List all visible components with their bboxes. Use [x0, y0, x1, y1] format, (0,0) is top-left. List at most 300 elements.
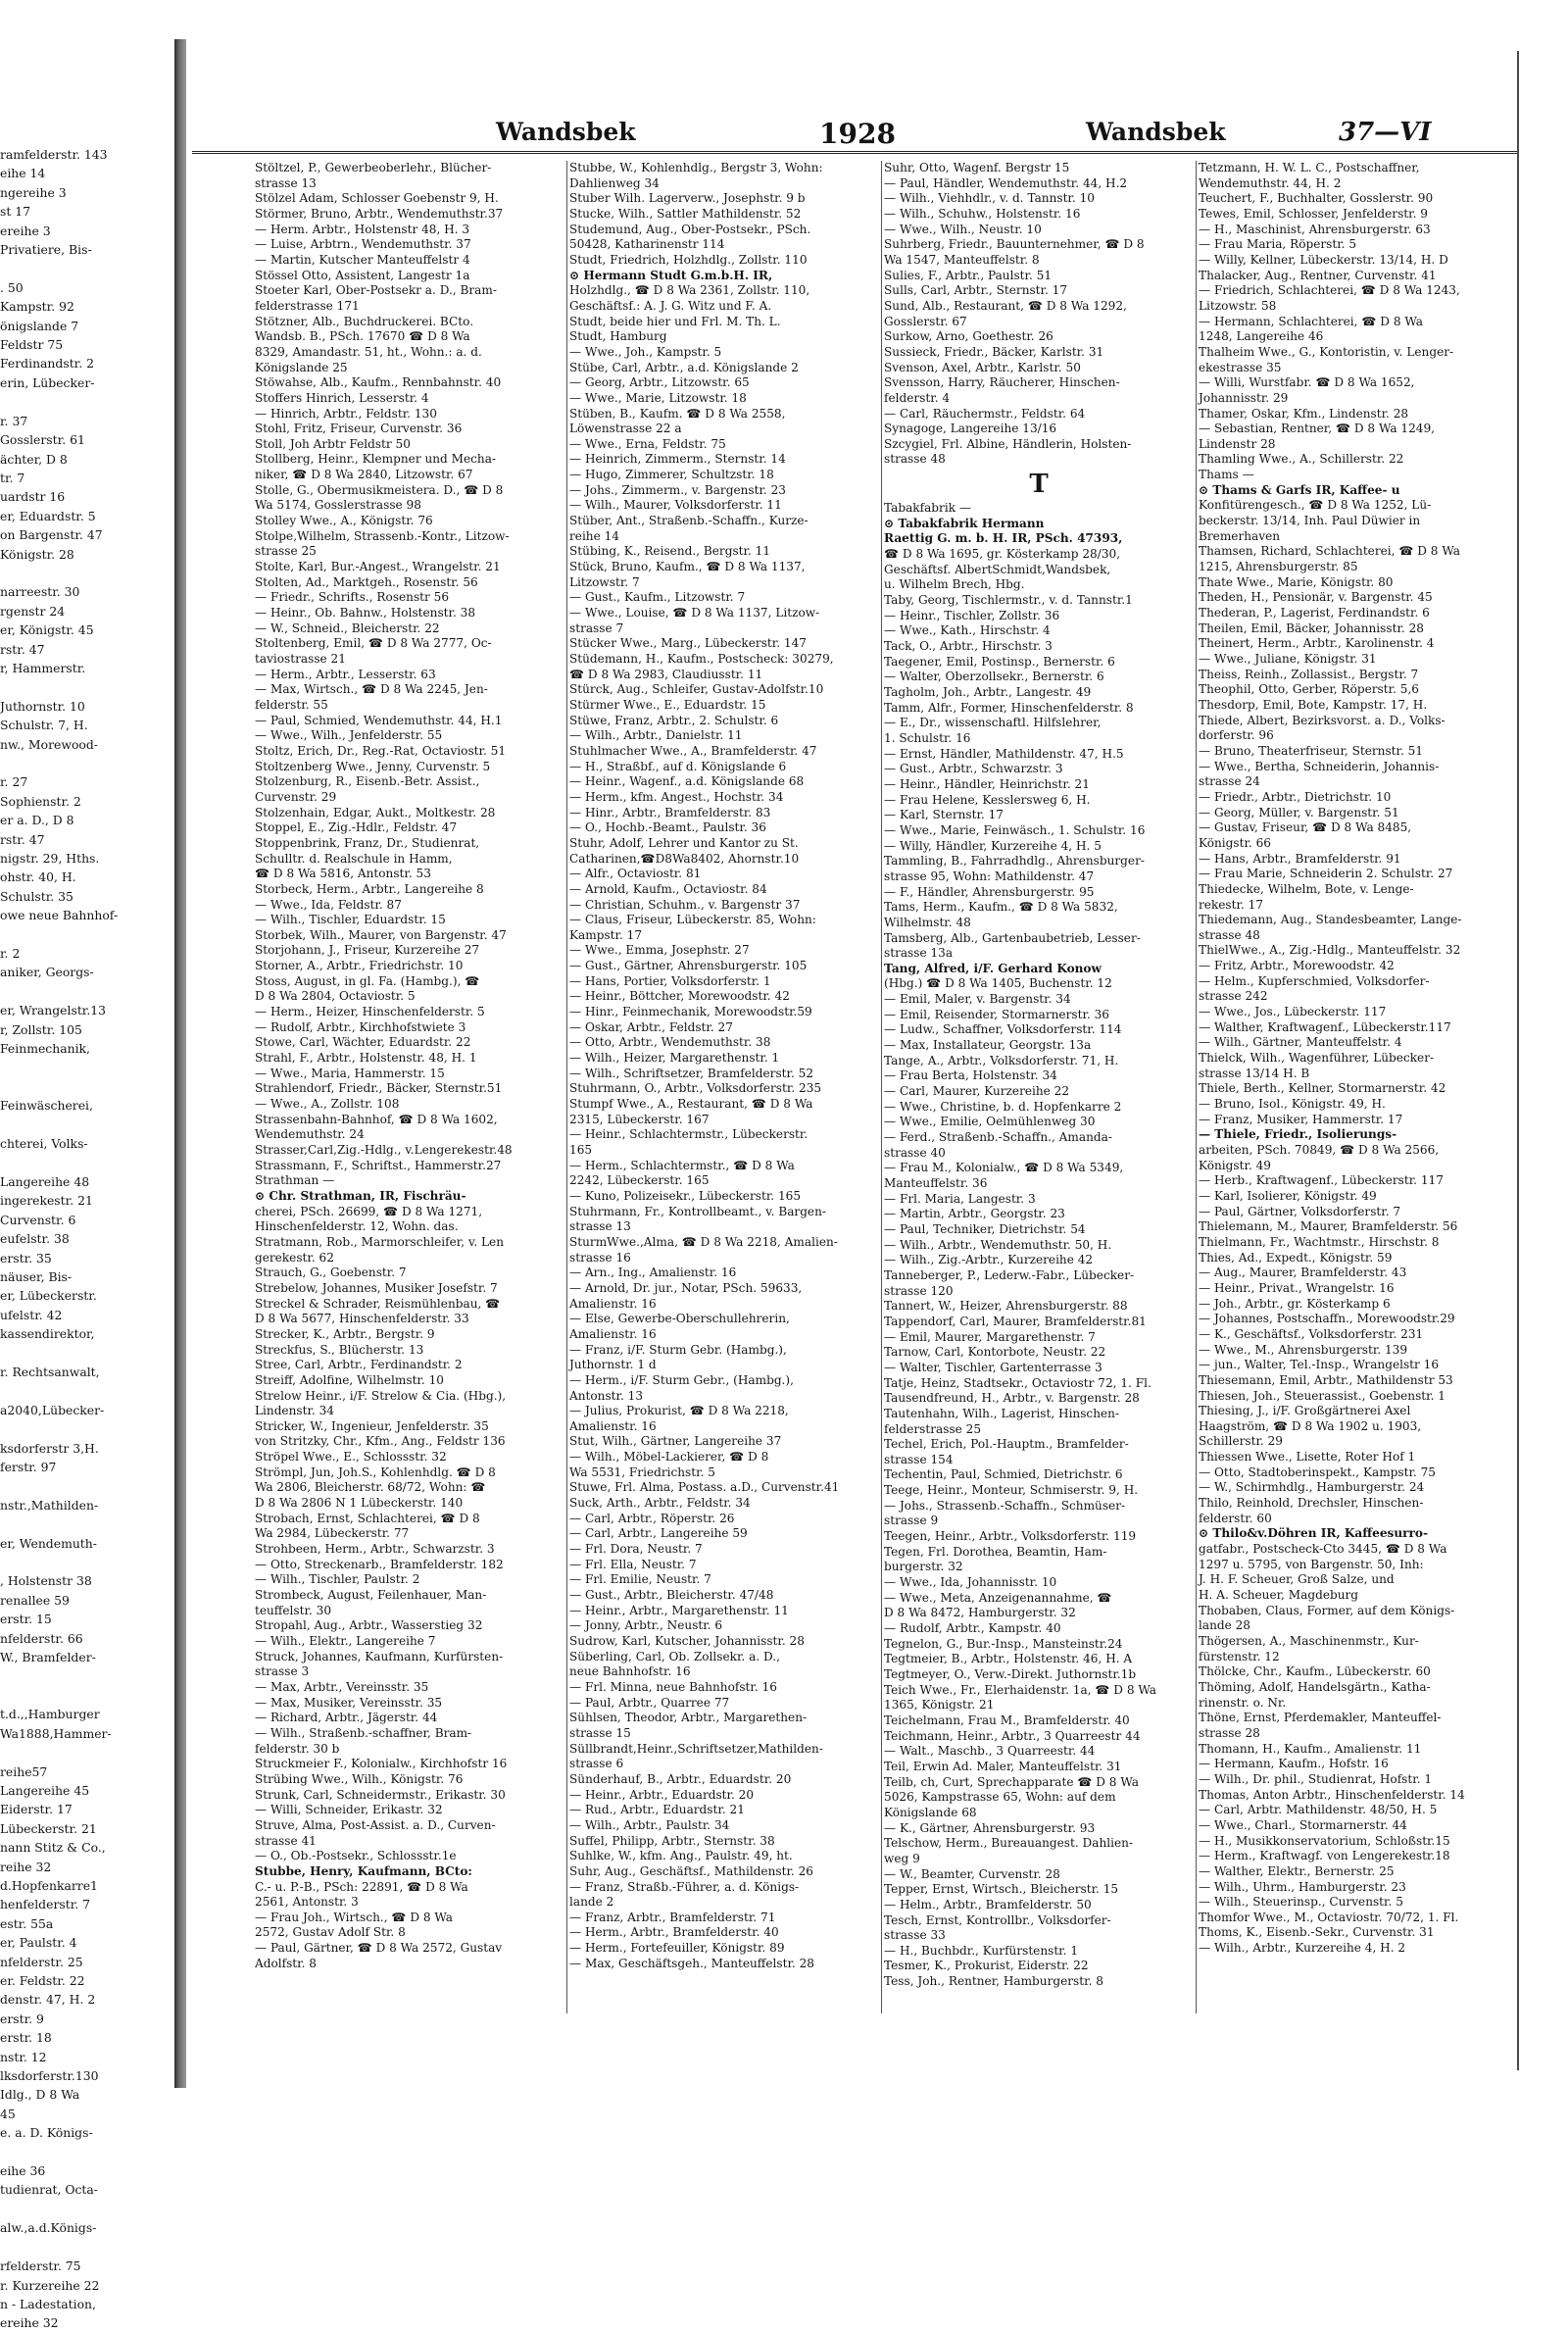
directory-entry: — Heinr., Wagenf., a.d. Königslande 68: [569, 774, 805, 789]
facing-page-line: Langereihe 45: [0, 1782, 90, 1798]
directory-entry: Tams, Herm., Kaufm., ☎ D 8 Wa 5832,: [884, 900, 1118, 915]
facing-page-line: nfelderstr. 25: [0, 1954, 83, 1969]
directory-entry: Stüber, Ant., Straßenb.-Schaffn., Kurze-: [569, 514, 808, 528]
facing-page-line: a2040,Lübecker-: [0, 1402, 105, 1417]
facing-page-line: [0, 1514, 171, 1533]
directory-entry: — K., Gärtner, Ahrensburgerstr. 93: [884, 1820, 1096, 1835]
directory-entry: Tarnow, Carl, Kontorbote, Neustr. 22: [884, 1345, 1106, 1360]
directory-entry: — W., Schneid., Bleicherstr. 22: [255, 620, 440, 635]
facing-page-line: Feinmechanik,: [0, 1041, 90, 1057]
directory-entry: D 8 Wa 2806 N 1 Lübeckerstr. 140: [255, 1496, 464, 1511]
facing-page-line: kassendirektor,: [0, 1326, 95, 1342]
directory-entry: Tammling, B., Fahrradhdlg., Ahrensburger-: [884, 854, 1145, 869]
directory-entry: — Heinr., Böttcher, Morewoodstr. 42: [569, 989, 790, 1004]
directory-entry: Thiedemann, Aug., Standesbeamter, Lange-: [1199, 913, 1462, 927]
directory-entry: — Max, Geschäftsgeh., Manteuffelstr. 28: [569, 1956, 814, 1970]
directory-entry: Teichmann, Heinr., Arbtr., 3 Quarreestr 44: [884, 1728, 1141, 1743]
facing-page-line: ferstr. 97: [0, 1460, 57, 1475]
facing-page-line: näuser, Bis-: [0, 1268, 73, 1284]
directory-entry: — Paul, Schmied, Wendemuthstr. 44, H.1: [255, 713, 503, 727]
directory-entry: Theilen, Emil, Bäcker, Johannisstr. 28: [1199, 620, 1424, 635]
facing-page-line: Schulstr. 35: [0, 888, 74, 904]
facing-page-line: er a. D., D 8: [0, 813, 74, 828]
directory-entry: — Max, Musiker, Vereinsstr. 35: [255, 1695, 443, 1710]
facing-page-line: [0, 1743, 171, 1762]
directory-entry: — Rudolf, Arbtr., Kirchhofstwiete 3: [255, 1019, 466, 1034]
directory-entry: C.- u. P.-B., PSch: 22891, ☎ D 8 Wa: [255, 1879, 468, 1894]
facing-page-line: alw.,a.d.Königs-: [0, 2220, 97, 2236]
directory-entry: strasse 120: [884, 1283, 954, 1298]
facing-page-line: er, Lübeckerstr.: [0, 1288, 97, 1304]
directory-entry: — Willy, Händler, Kurzereihe 4, H. 5: [884, 838, 1102, 853]
directory-entry: Haagström, ☎ D 8 Wa 1902 u. 1903,: [1199, 1418, 1422, 1433]
directory-entry: — Heinrich, Zimmerm., Sternstr. 14: [569, 452, 786, 467]
directory-entry: — Wilh., Dr. phil., Studienrat, Hofstr. 1: [1199, 1771, 1433, 1786]
directory-entry: — Max, Wirtsch., ☎ D 8 Wa 2245, Jen-: [255, 682, 488, 697]
directory-entry: Wa 1547, Manteuffelstr. 8: [884, 252, 1040, 267]
facing-page-line: estr. 55a: [0, 1915, 54, 1931]
running-header: [192, 110, 1517, 154]
facing-page-line: Königstr. 28: [0, 546, 74, 562]
directory-entry: — Carl, Räuchermstr., Feldstr. 64: [884, 406, 1086, 421]
directory-entry: ⊙ Thams & Garfs IR, Kaffee- u: [1199, 482, 1400, 497]
facing-page-line: nigstr. 29, Hths.: [0, 851, 100, 867]
directory-entry: rinenstr. o. Nr.: [1199, 1695, 1287, 1710]
directory-entry: ☎ D 8 Wa 1695, gr. Kösterkamp 28/30,: [884, 547, 1121, 562]
directory-entry: Tappendorf, Carl, Maurer, Bramfelderstr.81: [884, 1314, 1147, 1328]
directory-entry: Wendemuthstr. 44, H. 2: [1199, 175, 1342, 190]
facing-page-line: [0, 1686, 171, 1705]
directory-entry: Synagoge, Langereihe 13/16: [884, 422, 1057, 436]
directory-entry: Tange, A., Arbtr., Volksdorferstr. 71, H.: [884, 1053, 1119, 1067]
facing-page-line: [0, 2238, 171, 2257]
directory-entry: rekestr. 17: [1199, 897, 1264, 912]
directory-entry: Taby, Georg, Tischlermstr., v. d. Tannstr.1: [884, 593, 1133, 608]
directory-entry: — Martin, Arbtr., Georgstr. 23: [884, 1207, 1065, 1221]
directory-entry: — Otto, Stadtoberinspekt., Kampstr. 75: [1199, 1464, 1436, 1479]
directory-entry: — Walther, Kraftwagenf., Lübeckerstr.117: [1199, 1019, 1451, 1034]
directory-entry: — Paul, Techniker, Dietrichstr. 54: [884, 1221, 1086, 1236]
directory-entry: Teich Wwe., Fr., Elerhaidenstr. 1a, ☎ D 8 Wa: [884, 1682, 1156, 1697]
directory-entry: Tagholm, Joh., Arbtr., Langestr. 49: [884, 685, 1092, 699]
facing-page-line: n - Ladestation,: [0, 2296, 96, 2311]
facing-page-line: eihe 36: [0, 2163, 46, 2179]
directory-entry: Studt, Hamburg: [569, 329, 667, 344]
directory-entry: D 8 Wa 5677, Hinschenfelderstr. 33: [255, 1312, 469, 1326]
directory-entry: — Rudolf, Arbtr., Kampstr. 40: [884, 1621, 1061, 1636]
directory-entry: — Julius, Prokurist, ☎ D 8 Wa 2218,: [569, 1404, 789, 1418]
directory-entry: 2315, Lübeckerstr. 167: [569, 1112, 710, 1126]
directory-entry: D 8 Wa 2804, Octaviostr. 5: [255, 989, 416, 1004]
facing-page-line: Feldstr 75: [0, 337, 64, 353]
directory-entry: — Wilh., Uhrm., Hamburgerstr. 23: [1199, 1879, 1406, 1894]
facing-page-line: ngereihe 3: [0, 184, 67, 200]
facing-page-line: aniker, Georgs-: [0, 965, 94, 980]
directory-entry: — Otto, Arbtr., Wendemuthstr. 38: [569, 1035, 771, 1050]
directory-entry: Thiesemann, Emil, Arbtr., Mathildenstr 53: [1199, 1372, 1453, 1387]
directory-entry: — Wilh., Schuhw., Holstenstr. 16: [884, 206, 1081, 221]
facing-page-line: Kampstr. 92: [0, 299, 74, 315]
directory-entry: Tamsberg, Alb., Gartenbaubetrieb, Lesser-: [884, 930, 1141, 945]
directory-entry: — W., Beamter, Curvenstr. 28: [884, 1866, 1060, 1881]
directory-entry: — Paul, Arbtr., Quarree 77: [569, 1695, 730, 1710]
directory-entry: 5026, Kampstrasse 65, Wohn: auf dem: [884, 1790, 1116, 1805]
directory-entry: — Herm., i/F. Sturm Gebr., (Hambg.),: [569, 1372, 794, 1387]
directory-entry: Thiesen, Joh., Steuerassist., Goebenstr. 1: [1199, 1388, 1446, 1403]
directory-entry: — Frl. Emilie, Neustr. 7: [569, 1572, 711, 1587]
directory-entry: — Else, Gewerbe-Oberschullehrerin,: [569, 1312, 790, 1326]
directory-entry: Tetzmann, H. W. L. C., Postschaffner,: [1199, 161, 1420, 174]
directory-entry: — H., Musikkonservatorium, Schloßstr.15: [1199, 1833, 1450, 1848]
directory-entry: Strömpl, Jun, Joh.S., Kohlenhdlg. ☎ D 8: [255, 1464, 496, 1479]
directory-entry: — Herm., Schlachtermstr., ☎ D 8 Wa: [569, 1158, 795, 1172]
directory-entry: Sudrow, Karl, Kutscher, Johannisstr. 28: [569, 1634, 805, 1648]
directory-entry: Catharinen,☎D8Wa8402, Ahornstr.10: [569, 851, 800, 866]
directory-entry: Stoltz, Erich, Dr., Reg.-Rat, Octaviostr. 51: [255, 743, 507, 758]
directory-entry: gerekestr. 62: [255, 1250, 334, 1265]
facing-page-line: [0, 1077, 171, 1096]
directory-entry: dorferstr. 96: [1199, 728, 1274, 743]
directory-entry: — Carl, Arbtr. Mathildenstr. 48/50, H. 5: [1199, 1803, 1438, 1817]
facing-page-line: er, Königstr. 45: [0, 622, 94, 638]
directory-entry: Schulltr. d. Realschule in Hamm,: [255, 851, 453, 866]
facing-page-line: on Bargenstr. 47: [0, 527, 103, 543]
facing-page-line: Sophienstr. 2: [0, 793, 81, 809]
directory-entry: Teegen, Heinr., Arbtr., Volksdorferstr. 119: [884, 1529, 1137, 1544]
directory-column-3: [882, 161, 1197, 2013]
directory-entry: Stüdemann, H., Kaufm., Postscheck: 30279,: [569, 652, 834, 666]
directory-entry: felderstr. 30 b: [255, 1741, 340, 1756]
directory-entry: — Oskar, Arbtr., Feldstr. 27: [569, 1019, 733, 1034]
directory-entry: — Herm., Heizer, Hinschenfelderstr. 5: [255, 1005, 485, 1019]
header-left-place: Wandsbek: [496, 118, 636, 146]
directory-entry: — Gust., Gärtner, Ahrensburgerstr. 105: [569, 959, 808, 973]
directory-entry: Wa 5174, Gosslerstrasse 98: [255, 498, 421, 513]
directory-entry: Thamer, Oskar, Kfm., Lindenstr. 28: [1199, 406, 1409, 421]
directory-entry: Stolley Wwe., A., Königstr. 76: [255, 514, 433, 528]
directory-entry: — Karl, Sternstr. 17: [884, 808, 1004, 822]
directory-entry: — Heinr., Privat., Wrangelstr. 16: [1199, 1280, 1395, 1295]
directory-entry: Thöne, Ernst, Pferdemakler, Manteuffel-: [1199, 1711, 1442, 1725]
facing-page-line: er, Wendemuth-: [0, 1535, 97, 1551]
directory-entry: — Claus, Friseur, Lübeckerstr. 85, Wohn:: [569, 913, 816, 927]
facing-page-line: [0, 1344, 171, 1363]
directory-entry: Wilhelmstr. 48: [884, 915, 971, 929]
directory-entry: — Heinr., Ob. Bahnw., Holstenstr. 38: [255, 606, 476, 620]
directory-entry: — Alfr., Octaviostr. 81: [569, 867, 702, 881]
directory-entry: — Wwe., Meta, Anzeigenannahme, ☎: [884, 1590, 1112, 1605]
directory-entry: Tack, O., Arbtr., Hirschstr. 3: [884, 639, 1053, 654]
directory-entry: Struve, Alma, Post-Assist. a. D., Curven-: [255, 1817, 496, 1832]
directory-entry: Strebelow, Johannes, Musiker Josefstr. 7: [255, 1280, 498, 1295]
directory-entry: — Georg, Arbtr., Litzowstr. 65: [569, 375, 750, 390]
directory-entry: Strübing Wwe., Wilh., Königstr. 76: [255, 1771, 464, 1786]
directory-entry: Tegen, Frl. Dorothea, Beamtin, Ham-: [884, 1544, 1107, 1559]
facing-page-line: r. 2: [0, 946, 21, 962]
directory-entry: — Karl, Isolierer, Königstr. 49: [1199, 1188, 1377, 1203]
directory-entry: Strobach, Ernst, Schlachterei, ☎ D 8: [255, 1511, 480, 1525]
directory-entry: Svenson, Axel, Arbtr., Karlstr. 50: [884, 360, 1081, 374]
directory-entry: Amalienstr. 16: [569, 1296, 657, 1311]
directory-entry: — Walther, Elektr., Bernerstr. 25: [1199, 1863, 1395, 1878]
facing-page-line: chterei, Volks-: [0, 1136, 88, 1152]
directory-entry: Königstr. 49: [1199, 1158, 1271, 1172]
directory-entry: Thies, Ad., Expedt., Königstr. 59: [1199, 1250, 1393, 1265]
directory-column-2: [567, 161, 882, 2013]
directory-entry: Stübing, K., Reisend., Bergstr. 11: [569, 544, 771, 559]
directory-entry: — Willi, Schneider, Erikastr. 32: [255, 1803, 443, 1817]
directory-entry: strasse 3: [255, 1664, 310, 1679]
directory-entry: Teege, Heinr., Monteur, Schmiserstr. 9, H.: [884, 1483, 1139, 1498]
directory-entry: — Johs., Zimmerm., v. Bargenstr. 23: [569, 482, 786, 497]
directory-entry: felderstrasse 25: [884, 1421, 982, 1436]
directory-entry: strasse 13/14 H. B: [1199, 1066, 1310, 1080]
directory-entry: — Aug., Maurer, Bramfelderstr. 43: [1199, 1266, 1407, 1280]
directory-entry: Strecker, K., Arbtr., Bergstr. 9: [255, 1326, 435, 1341]
directory-entry: Stoeter Karl, Ober-Postsekr a. D., Bram-: [255, 283, 497, 298]
facing-page-line: lksdorferstr.130: [0, 2068, 99, 2084]
directory-entry: — Herb., Kraftwagenf., Lübeckerstr. 117: [1199, 1173, 1444, 1188]
facing-page-line: ereihe 32: [0, 2315, 59, 2331]
directory-entry: 165: [569, 1143, 593, 1157]
directory-entry: — Walter, Oberzollsekr., Bernerstr. 6: [884, 670, 1104, 684]
directory-entry: strasse 40: [884, 1145, 946, 1160]
directory-entry: Thederan, P., Lagerist, Ferdinandstr. 6: [1199, 606, 1430, 620]
directory-entry: strasse 24: [1199, 774, 1260, 789]
directory-entry: Thate Wwe., Marie, Königstr. 80: [1199, 574, 1394, 589]
directory-entry: — Walter, Tischler, Gartenterrasse 3: [884, 1360, 1102, 1374]
directory-entry: Stropahl, Aug., Arbtr., Wasserstieg 32: [255, 1618, 483, 1633]
directory-entry: ⊙ Hermann Studt G.m.b.H. IR,: [569, 268, 773, 282]
directory-entry: Stüben, B., Kaufm. ☎ D 8 Wa 2558,: [569, 406, 786, 421]
directory-entry: teuffelstr. 30: [255, 1603, 332, 1617]
directory-entry: Teuchert, F., Buchhalter, Gosslerstr. 90: [1199, 191, 1434, 206]
directory-entry: — Franz, i/F. Sturm Gebr. (Hambg.),: [569, 1342, 787, 1357]
directory-entry: — Helm., Arbtr., Bramfelderstr. 50: [884, 1897, 1092, 1911]
directory-entry: arbeiten, PSch. 70849, ☎ D 8 Wa 2566,: [1199, 1143, 1440, 1157]
facing-page-line: r, Hammerstr.: [0, 660, 86, 675]
directory-entry: Stolzenburg, R., Eisenb.-Betr. Assist.,: [255, 774, 480, 789]
directory-entry: — Wwe., M., Ahrensburgerstr. 139: [1199, 1342, 1408, 1357]
directory-entry: Stüwe, Franz, Arbtr., 2. Schulstr. 6: [569, 713, 779, 727]
directory-entry: — Wwe., Maria, Hammerstr. 15: [255, 1066, 445, 1080]
directory-entry: ⊙ Tabakfabrik Hermann: [884, 516, 1045, 530]
directory-entry: — Hugo, Zimmerer, Schultzstr. 18: [569, 468, 774, 482]
directory-entry: Stürck, Aug., Schleifer, Gustav-Adolfstr.10: [569, 682, 824, 697]
facing-page-line: rfelderstr. 75: [0, 2259, 81, 2274]
directory-entry: Sussieck, Friedr., Bäcker, Karlstr. 31: [884, 344, 1104, 359]
facing-page-line: [0, 1154, 171, 1172]
facing-page-line: tr. 7: [0, 470, 25, 485]
directory-entry: Strasser,Carl,Zig.-Hdlg., v.Lengerekestr.48: [255, 1143, 513, 1157]
directory-entry: Surkow, Arno, Goethestr. 26: [884, 329, 1054, 344]
directory-entry: Theinert, Herm., Arbtr., Karolinenstr. 4: [1199, 636, 1435, 651]
directory-entry: neue Bahnhofstr. 16: [569, 1664, 691, 1679]
directory-entry: Stoltzenberg Wwe., Jenny, Curvenstr. 5: [255, 759, 491, 773]
directory-entry: — Christian, Schuhm., v. Bargenstr 37: [569, 897, 801, 912]
directory-entry: Konfitürengesch., ☎ D 8 Wa 1252, Lü-: [1199, 498, 1432, 513]
directory-entry: Stuhrmann, O., Arbtr., Volksdorferstr. 235: [569, 1081, 822, 1096]
directory-entry: Struck, Johannes, Kaufmann, Kurfürsten-: [255, 1649, 504, 1663]
directory-entry: — Hinrich, Arbtr., Feldstr. 130: [255, 406, 437, 421]
facing-page-line: r. 27: [0, 774, 28, 790]
directory-entry: — Wilh., Zig.-Arbtr., Kurzereihe 42: [884, 1253, 1094, 1267]
facing-page-line: reihe57: [0, 1763, 48, 1779]
facing-page-line: ksdorferstr 3,H.: [0, 1440, 99, 1456]
directory-entry: — Wilh., Arbtr., Paulstr. 34: [569, 1817, 730, 1832]
directory-entry: — Bruno, Isol., Königstr. 49, H.: [1199, 1097, 1386, 1112]
facing-page-line: [0, 2200, 171, 2218]
directory-entry: gatfabr., Postscheck-Cto 3445, ☎ D 8 Wa: [1199, 1542, 1447, 1557]
facing-page-line: Ferdinandstr. 2: [0, 356, 95, 372]
directory-entry: Stoppel, E., Zig.-Hdlr., Feldstr. 47: [255, 820, 458, 835]
directory-entry: Strelow Heinr., i/F. Strelow & Cia. (Hbg.),: [255, 1388, 507, 1403]
directory-entry: — Emil, Maurer, Margarethenstr. 7: [884, 1329, 1096, 1344]
section-letter: T: [1029, 470, 1049, 500]
directory-entry: cherei, PSch. 26699, ☎ D 8 Wa 1271,: [255, 1204, 483, 1218]
facing-page-line: [0, 1419, 171, 1438]
directory-entry: 2561, Antonstr. 3: [255, 1895, 359, 1910]
directory-entry: Holzhdlg., ☎ D 8 Wa 2361, Zollstr. 110,: [569, 283, 810, 298]
facing-page-line: . 50: [0, 279, 24, 295]
directory-entry: Thamling Wwe., A., Schillerstr. 22: [1199, 452, 1404, 467]
directory-entry: Struckmeier F., Kolonialw., Kirchhofstr 16: [255, 1757, 508, 1771]
directory-entry: Litzowstr. 7: [569, 574, 640, 589]
facing-page-line: Lübeckerstr. 21: [0, 1820, 97, 1836]
directory-entry: — Wwe., Marie, Feinwäsch., 1. Schulstr. 16: [884, 822, 1146, 837]
directory-entry: Thiedecke, Wilhelm, Bote, v. Lenge-: [1199, 881, 1414, 896]
directory-entry: Tess, Joh., Rentner, Hamburgerstr. 8: [884, 1974, 1103, 1989]
directory-entry: Tang, Alfred, i/F. Gerhard Konow: [884, 961, 1102, 975]
directory-entry: Strunk, Carl, Schneidermstr., Erikastr. 30: [255, 1787, 506, 1802]
directory-entry: Stöwahse, Alb., Kaufm., Rennbahnstr. 40: [255, 375, 502, 390]
facing-page-line: Privatiere, Bis-: [0, 242, 92, 258]
directory-entry: lande 28: [1199, 1618, 1250, 1633]
directory-entry: strasse 16: [569, 1250, 631, 1265]
directory-entry: Suhr, Aug., Geschäftsf., Mathildenstr. 26: [569, 1863, 813, 1878]
directory-entry: — Hermann, Kaufm., Hofstr. 16: [1199, 1757, 1389, 1771]
directory-entry: Techentin, Paul, Schmied, Dietrichstr. 6: [884, 1467, 1123, 1482]
directory-entry: Tamm, Alfr., Former, Hinschenfelderstr. 8: [884, 700, 1134, 715]
directory-entry: 2572, Gustav Adolf Str. 8: [255, 1925, 406, 1940]
directory-entry: Stuhrmann, Fr., Kontrollbeamt., v. Bargen-: [569, 1204, 826, 1218]
directory-entry: Raettig G. m. b. H. IR, PSch. 47393,: [884, 531, 1123, 546]
directory-entry: Tewes, Emil, Schlosser, Jenfelderstr. 9: [1199, 206, 1428, 221]
directory-entry: Antonstr. 13: [569, 1388, 644, 1403]
directory-entry: Thielmann, Fr., Wachtmstr., Hirschstr. 8: [1199, 1234, 1440, 1249]
directory-entry: — Herm., Fortefeuiller, Königstr. 89: [569, 1941, 785, 1956]
directory-entry: — Emil, Reisender, Stormarnerstr. 36: [884, 1007, 1109, 1021]
facing-page-line: nstr. 12: [0, 2049, 47, 2064]
facing-page-line: reihe 32: [0, 1859, 52, 1874]
directory-entry: Stuhlmacher Wwe., A., Bramfelderstr. 47: [569, 743, 817, 758]
directory-entry: Königslande 25: [255, 360, 348, 374]
facing-page-line: eihe 14: [0, 166, 46, 181]
directory-entry: fürstenstr. 12: [1199, 1649, 1280, 1663]
directory-entry: Juthornstr. 1 d: [569, 1358, 657, 1372]
directory-entry: — Willi, Wurstfabr. ☎ D 8 Wa 1652,: [1199, 375, 1415, 390]
directory-entry: Studt, beide hier und Frl. M. Th. L.: [569, 314, 781, 328]
directory-entry: — Johs., Strassenb.-Schaffn., Schmüser-: [884, 1498, 1126, 1513]
directory-entry: — Wwe., Joh., Kampstr. 5: [569, 344, 722, 359]
directory-entry: Stoppenbrink, Franz, Dr., Studienrat,: [255, 835, 480, 850]
directory-entry: — Otto, Streckenarb., Bramfelderstr. 182: [255, 1557, 504, 1571]
directory-entry: Gosslerstr. 67: [884, 314, 967, 328]
directory-entry: Thiede, Albert, Bezirksvorst. a. D., Volks-: [1199, 713, 1446, 727]
directory-entry: strasse 242: [1199, 989, 1268, 1004]
directory-entry: — Max, Installateur, Georgstr. 13a: [884, 1038, 1092, 1053]
directory-entry: — Max, Arbtr., Vereinsstr. 35: [255, 1679, 429, 1694]
directory-entry: strasse 13: [255, 175, 317, 190]
facing-page-line: henfelderstr. 7: [0, 1897, 91, 1912]
directory-entry: Stubbe, Henry, Kaufmann, BCto:: [255, 1863, 472, 1878]
directory-entry: — Hans, Arbtr., Bramfelderstr. 91: [1199, 851, 1401, 866]
directory-entry: — Hermann, Schlachterei, ☎ D 8 Wa: [1199, 314, 1423, 328]
facing-page-line: ufelstr. 42: [0, 1307, 63, 1322]
directory-entry: strasse 48: [884, 452, 946, 467]
directory-entry: Strahl, F., Arbtr., Holstenstr. 48, H. 1: [255, 1051, 477, 1066]
directory-entry: — Ferd., Straßenb.-Schaffn., Amanda-: [884, 1130, 1112, 1145]
directory-entry: — Ernst, Händler, Mathildenstr. 47, H.5: [884, 746, 1124, 761]
directory-entry: — E., Dr., wissenschaftl. Hilfslehrer,: [884, 716, 1102, 730]
directory-entry: — Georg, Müller, v. Bargenstr. 51: [1199, 805, 1399, 819]
facing-page-line: önigslande 7: [0, 318, 79, 333]
facing-page-line: erstr. 18: [0, 2030, 52, 2046]
directory-entry: Kampstr. 17: [569, 927, 643, 942]
directory-entry: Svensson, Harry, Räucherer, Hinschen-: [884, 375, 1120, 390]
facing-page-line: [0, 392, 171, 411]
directory-entry: — Wwe., Ida, Johannisstr. 10: [884, 1575, 1057, 1590]
directory-entry: Stumpf Wwe., A., Restaurant, ☎ D 8 Wa: [569, 1097, 813, 1112]
directory-entry: Telschow, Herm., Bureauangest. Dahlien-: [884, 1836, 1134, 1851]
facing-page-line: ereihe 3: [0, 223, 51, 238]
directory-entry: — Carl, Arbtr., Langereihe 59: [569, 1526, 748, 1541]
directory-entry: — Sebastian, Rentner, ☎ D 8 Wa 1249,: [1199, 422, 1435, 436]
directory-entry: D 8 Wa 8472, Hamburgerstr. 32: [884, 1606, 1076, 1620]
directory-entry: Thalacker, Aug., Rentner, Curvenstr. 41: [1199, 268, 1437, 282]
directory-entry: Tepper, Ernst, Wirtsch., Bleicherstr. 15: [884, 1882, 1119, 1897]
facing-page-line: Gosslerstr. 61: [0, 432, 85, 448]
directory-entry: — Helm., Kupferschmied, Volksdorfer-: [1199, 973, 1430, 988]
directory-entry: Suffel, Philipp, Arbtr., Sternstr. 38: [569, 1833, 775, 1848]
directory-entry: — Gustav, Friseur, ☎ D 8 Wa 8485,: [1199, 820, 1412, 835]
directory-entry: Stössel Otto, Assistent, Langestr 1a: [255, 268, 470, 282]
book-gutter: [174, 39, 186, 2088]
directory-entry: Thöming, Adolf, Handelsgärtn., Katha-: [1199, 1679, 1431, 1694]
directory-entry: ⊙ Chr. Strathman, IR, Fischräu-: [255, 1188, 466, 1203]
facing-page-line: [0, 259, 171, 277]
facing-page-line: eufelstr. 38: [0, 1231, 70, 1247]
directory-entry: strasse 13a: [884, 946, 954, 961]
directory-entry: — Gust., Arbtr., Schwarzstr. 3: [884, 762, 1063, 776]
directory-entry: — Emil, Maler, v. Bargenstr. 34: [884, 992, 1071, 1007]
directory-entry: — Rud., Arbtr., Eduardstr. 21: [569, 1803, 745, 1817]
directory-entry: Strathman —: [255, 1173, 335, 1188]
directory-entry: — Paul, Händler, Wendemuthstr. 44, H.2: [884, 175, 1128, 190]
facing-page-line: erstr. 9: [0, 2010, 44, 2026]
directory-entry: — Frau Maria, Röperstr. 5: [1199, 237, 1357, 252]
directory-entry: — Wilh., Elektr., Langereihe 7: [255, 1634, 436, 1648]
directory-entry: — Wilh., Straßenb.-schaffner, Bram-: [255, 1725, 472, 1740]
directory-entry: lande 2: [569, 1895, 614, 1910]
directory-entry: Tausendfreund, H., Arbtr., v. Bargenstr. 28: [884, 1391, 1140, 1406]
directory-entry: Techel, Erich, Pol.-Hauptm., Bramfelder-: [884, 1437, 1129, 1452]
directory-entry: — Frl. Minna, neue Bahnhofstr. 16: [569, 1679, 777, 1694]
directory-entry: Wendemuthstr. 24: [255, 1127, 365, 1142]
directory-entry: — Wwe., Christine, b. d. Hopfenkarre 2: [884, 1099, 1122, 1114]
directory-entry: Suhlke, W., kfm. Ang., Paulstr. 49, ht.: [569, 1849, 793, 1863]
directory-entry: Curvenstr. 29: [255, 789, 337, 804]
